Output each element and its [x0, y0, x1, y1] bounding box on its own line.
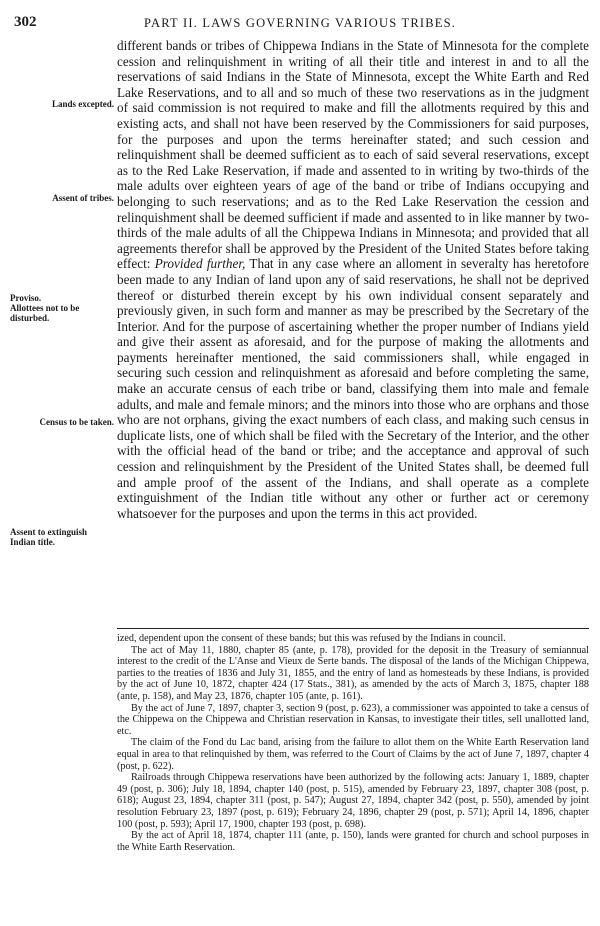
page-header	[14, 14, 586, 34]
footnote-paragraph: By the act of April 18, 1874, chapter 111 (ante, p. 150), lands were granted for church and school purposes in the White Earth Reservation.	[117, 830, 589, 853]
margin-note-proviso: Proviso.	[10, 293, 42, 303]
footnote-paragraph: ized, dependent upon the consent of these bands; but this was refused by the Indians in council.	[117, 633, 506, 644]
margin-note-lands-excepted: Lands excepted.	[51, 99, 114, 109]
margin-note-assent-extinguish: Assent to extinguish Indian title.	[10, 527, 88, 547]
footnote-paragraph: The claim of the Fond du Lac band, arising from the failure to allot them on the White Earth Reservation land equal in area to that relinquished by them, was referred to the Court of Claims by the act of June 7, 1897, chapter 4 (post, p. 622).	[117, 737, 589, 772]
margin-note-allottees: Allottees not to be disturbed.	[10, 303, 80, 323]
running-head: PART II. LAWS GOVERNING VARIOUS TRIBES.	[144, 16, 457, 30]
footnote-paragraph: Railroads through Chippewa reservations have been authorized by the following acts: January 1, 1889, chapter 49 (post, p. 306); July 18, 1894, chapter 140 (post, p. 515), amended by February 23, 1897, chapter 308 (post, p. 618); August 23, 1894, chapter 311 (post, p. 547); August 27, 1894, chapter 342 (post, p. 550), amended by joint resolution February 23, 1897 (post, p. 619); February 24, 1896, chapter 29 (post, p. 571); April 14, 1896, chapter 100 (post, p. 593); April 17, 1900, chapter 193 (post, p. 698).	[117, 772, 589, 830]
proviso-phrase: Provided further,	[154, 256, 246, 272]
statute-text-part-1: different bands or tribes of Chippewa Indians in the State of Minnesota for the complete cession and relinquishment in writing of all their title and interest in and to all the reservations of said Indians in the State of Minnesota, except the White Earth and Red Lake Reservations, and to all and so much of these two reservations as in the judgment of said commission is not required to make and fill the allotments required by this and existing acts, and shall not have been reserved by the Commissioners for said purposes, for the purposes and upon the terms hereinafter stated; and such cession and relinquishment shall be deemed sufficient as to each of said several reservations, except as to the Red Lake Reservation, if made and assented to in writing by two-thirds of the male adults over eighteen years of age of the band or tribe of Indians occupying and belonging to such reservations; and as to the Red Lake Reservation the cession and relinquishment shall be deemed sufficient if made and assented to in like manner by two-thirds of the male adults of all the Chippewa Indians in Minnesota; and provided that all agreements therefor shall be approved by the President of the United States before taking effect:	[117, 38, 589, 272]
footnote-divider	[117, 628, 589, 629]
margin-note-assent-of-tribes: Assent of tribes.	[52, 193, 114, 203]
page-number: 302	[14, 14, 37, 30]
footnotes	[117, 633, 589, 853]
footnote-paragraph: The act of May 11, 1880, chapter 85 (ante, p. 178), provided for the deposit in the Treasury of semiannual interest to the credit of the L'Anse and Vieux de Serte bands. The disposal of the lands of the Michigan Chippewa, parties to the treaties of 1836 and July 31, 1855, and the entry of land as homesteads by these Indians, is provided by the act of June 10, 1872, chapter 424 (17 Stats., 381), as amended by the acts of March 3, 1875, chapter 188 (ante, p. 158), and May 23, 1876, chapter 105 (ante, p. 161).	[117, 644, 589, 702]
statute-text-part-2: That in any case where an alloment in severalty has heretofore been made to any Indian of land upon any of said reservations, he shall not be deprived thereof or disturbed therein except by his own individual consent separately and previously given, in such form and manner as may be prescribed by the Secretary of the Interior. And for the purpose of ascertaining whether the proper number of Indians yield and give their assent as aforesaid, and for the purpose of making the allotments and payments hereinafter mentioned, the said commissioners shall, while engaged in securing such cession and relinquishment as aforesaid and before completing the same, make an accurate census of each tribe or band, classifying them into male and female adults, and male and female minors; and the minors into those who are orphans and those who are not orphans, giving the exact numbers of each class, and making such census in duplicate lists, one of which shall be filed with the Secretary of the Interior, and the other with the official head of the band or tribe; and the acceptance and approval of such cession and relinquishment by the President of the United States shall, be deemed full and ample proof of the assent of the Indians, and shall operate as a complete extinguishment of the Indian title without any other or further act or ceremony whatsoever for the purposes and upon the terms in this act provided.	[117, 256, 589, 521]
footnote-paragraph: By the act of June 7, 1897, chapter 3, section 9 (post, p. 623), a commissioner was appointed to take a census of the Chippewa on the Chippewa and Christian reservation in Kansas, to investigate their titles, sell unallotted land, etc.	[117, 702, 589, 737]
margin-note-census: Census to be taken.	[39, 417, 114, 427]
statute-body	[117, 38, 589, 521]
statute-paragraph	[117, 38, 589, 521]
